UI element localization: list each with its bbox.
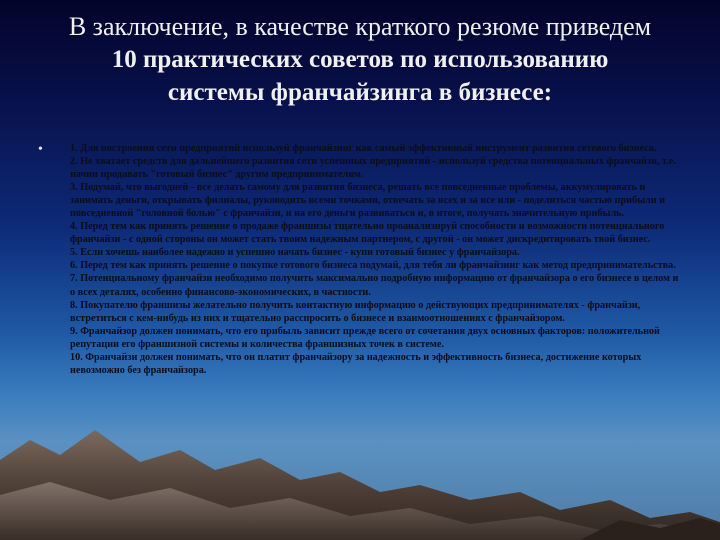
tip-item: 4. Перед тем как принять решение о продаже франшизы тщательно проанализируй способности и возможности потенциального франчайзи - с одной стороны он может стать твоим надежным партнером, с другой - он может дискредитировать твой бизнес. — [70, 221, 665, 246]
tip-item: 6. Перед тем как принять решение о покупке готового бизнеса подумай, для тебя ли франчайзинг как метод предпринимательства. — [70, 260, 676, 272]
tip-item: 3. Подумай, что выгодней - все делать самому для развития бизнеса, решать все повседневные проблемы, аккумулировать и занимать деньги, открывать филиалы, руководить всеми точками, отвечать за всех и за все или - поделиться частью прибыли и повседневной "головной болью" с франчайзи, и на его деньги развиваться и, в итоге, получать значительную прибыль. — [70, 182, 666, 220]
title-line-2: 10 практических советов по использованию — [111, 46, 609, 73]
bullet-marker: • — [38, 142, 43, 157]
tips-list — [70, 142, 682, 377]
tip-item: 8. Покупателю франшизы желательно получить контактную информацию о действующих предпринимателях - франчайзи, встретиться с кем-нибудь из них и тщательно расспросить о бизнесе и взаимоотношениях с франчайзором. — [70, 299, 641, 324]
title-line-1: В заключение, в качестве краткого резюме приведем — [68, 12, 652, 41]
tip-item: 7. Потенциальному франчайзи необходимо получить максимально подробную информацию от франчайзора о его бизнесе в целом и о всех деталях, особенно финансово-экономических, в частности. — [70, 273, 679, 298]
tip-item: 9. Франчайзор должен понимать, что его прибыль зависит прежде всего от сочетания двух основных факторов: положительной репутации его франшизной системы и количества франшизных точек в системе. — [70, 325, 660, 350]
tip-item: 1. Для построения сети предприятий используй франчайзинг как самый эффективный инструмент развития сетевого бизнеса. — [70, 143, 657, 154]
tip-item: 10. Франчайзи должен понимать, что он платит франчайзору за надежность и эффективность бизнеса, достижение которых невозможно без франчайзора. — [70, 351, 642, 376]
tip-item: 5. Если хочешь наиболее надежно и успешно начать бизнес - купи готовый бизнес у франчайзора. — [70, 247, 520, 259]
mountains-background — [0, 400, 720, 540]
tip-item: 2. Не хватает средств для дальнейшего развития сети успешных предприятий - используй средства потенциальных франчайзи, т.е. начни продавать "готовый бизнес" другим предпринимателям. — [70, 156, 676, 181]
title-line-3: системы франчайзинга в бизнесе: — [167, 79, 553, 106]
slide-title — [20, 10, 700, 109]
